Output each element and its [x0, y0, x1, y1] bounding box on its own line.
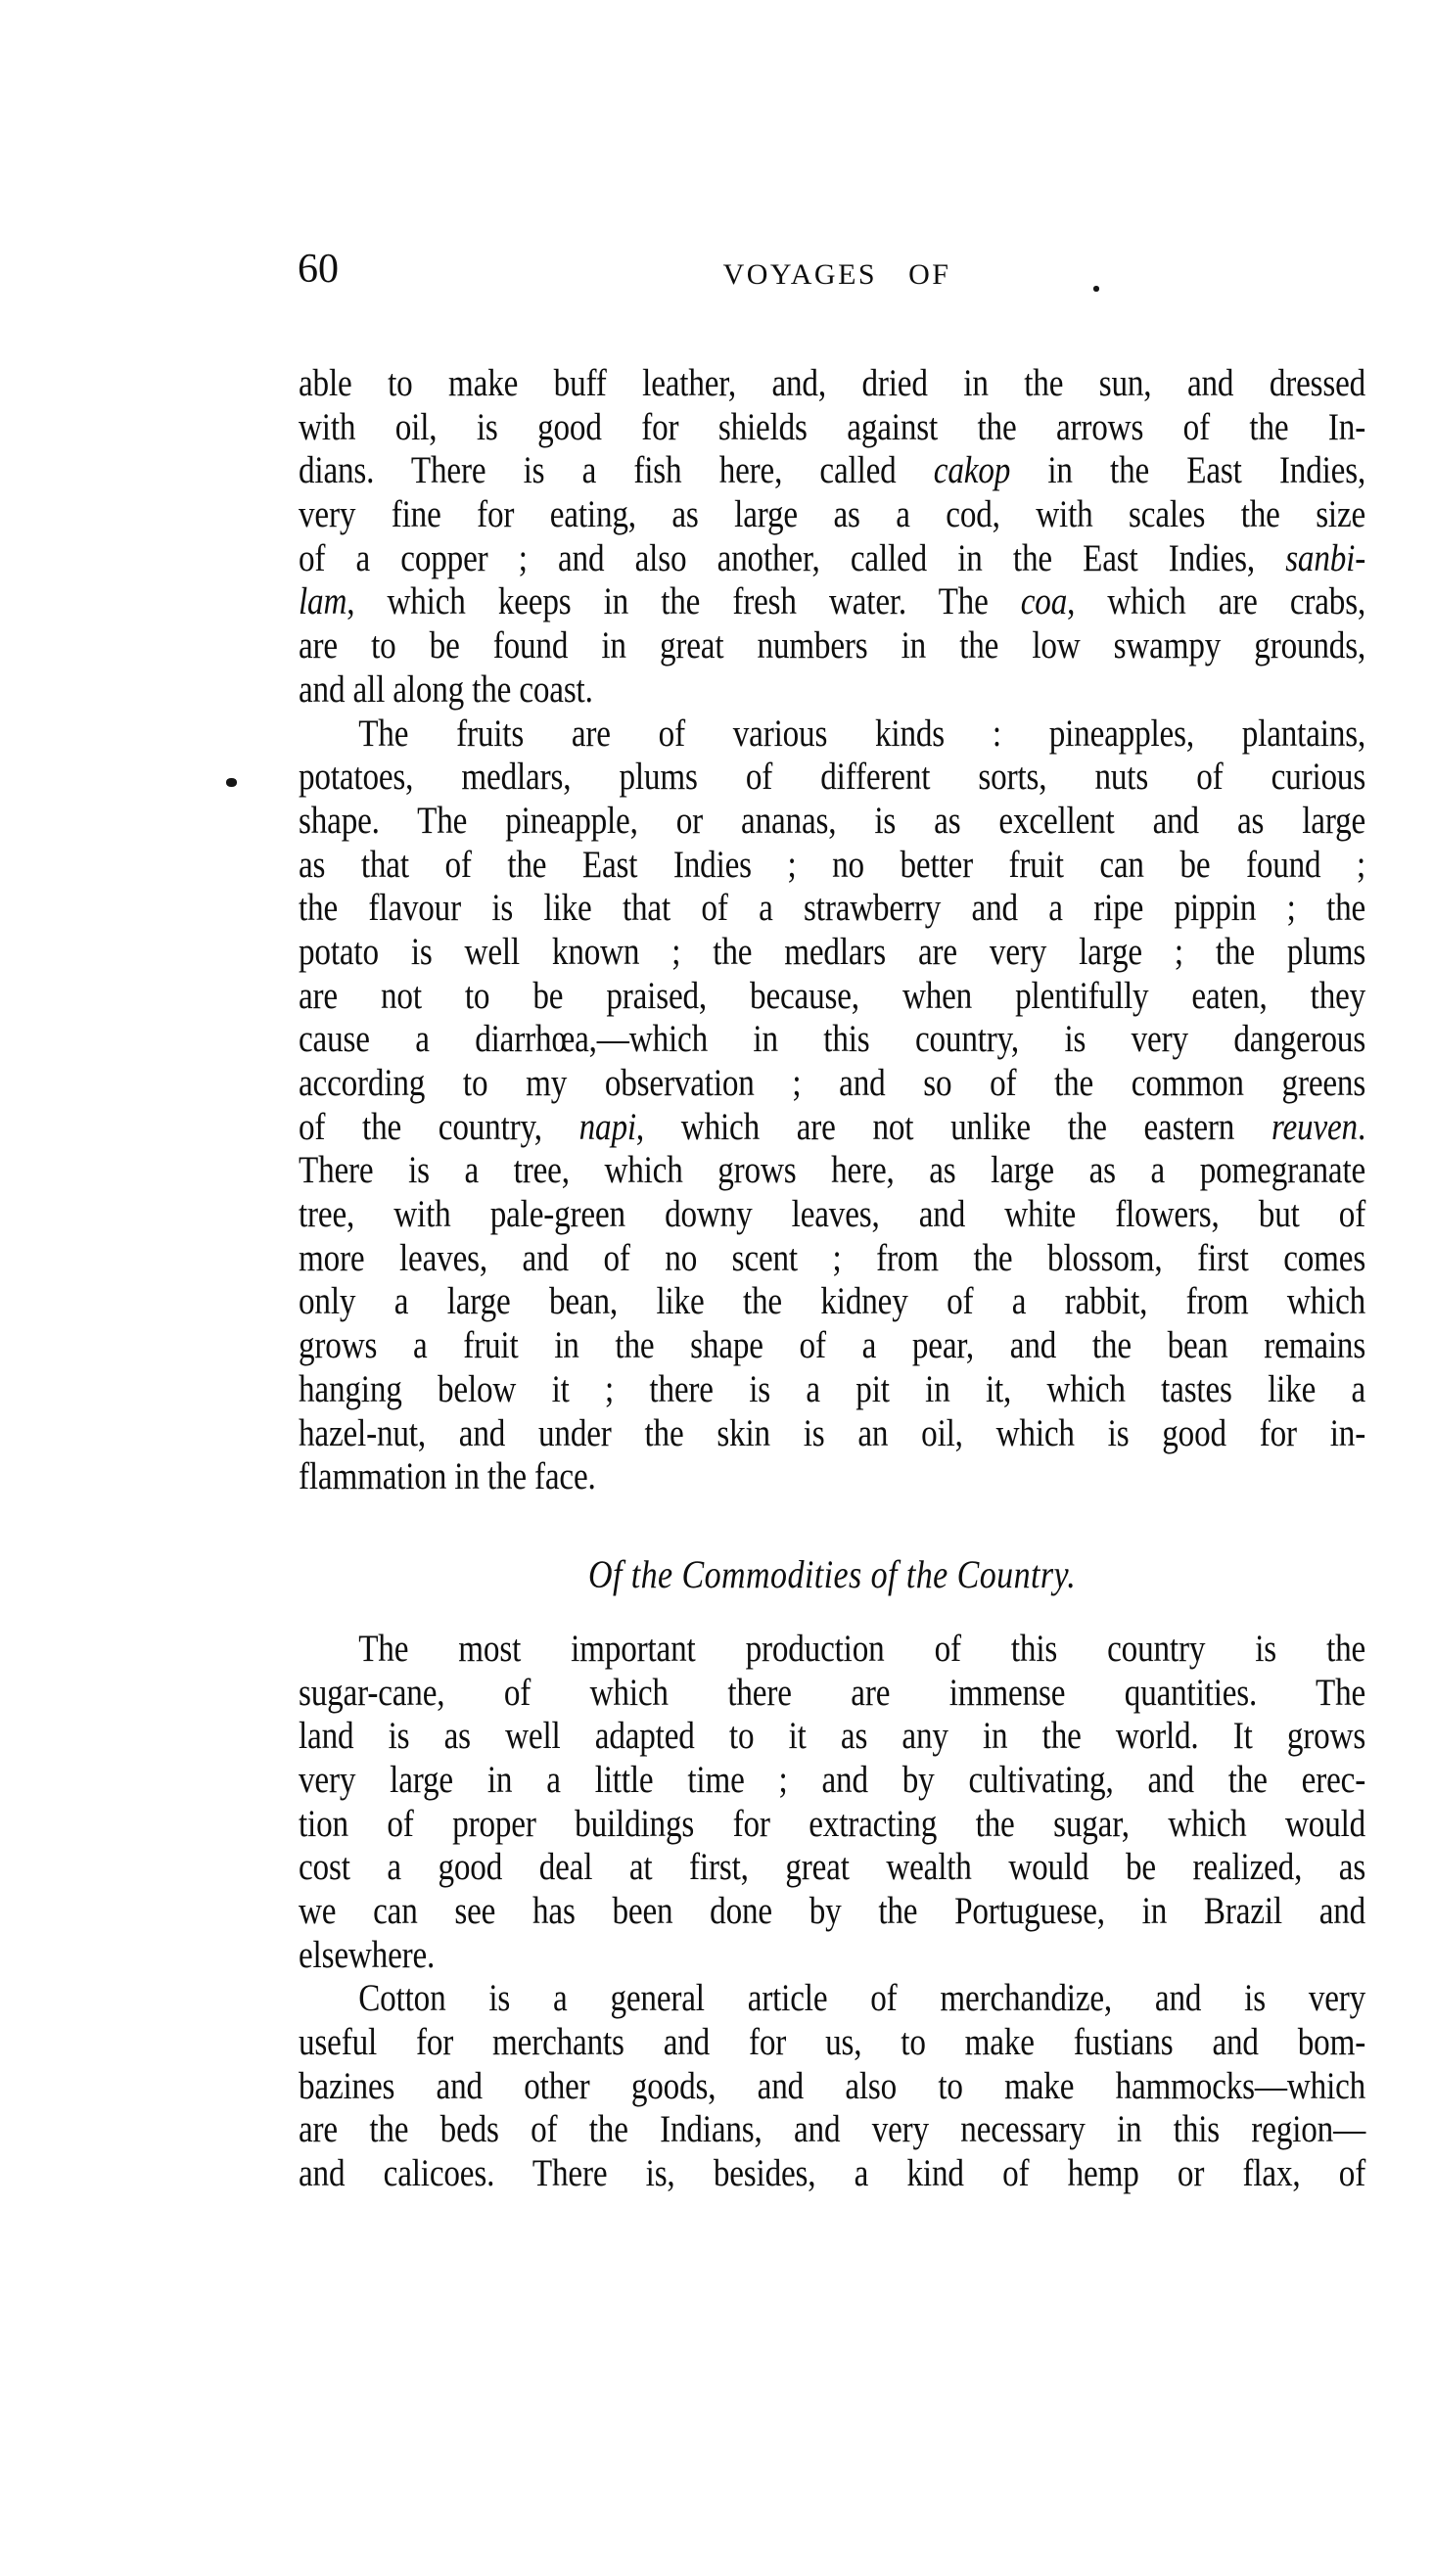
text-line — [299, 1280, 1365, 1324]
text-line — [299, 1193, 1365, 1237]
text-line — [299, 1237, 1365, 1281]
text-line — [299, 756, 1365, 800]
body-text: we can see has been done by the Portuguese, in Brazil and — [299, 1890, 1366, 1932]
body-text: of the country, — [299, 1105, 579, 1148]
text-line — [299, 1890, 1365, 1934]
body-text: elsewhere. — [299, 1933, 436, 1976]
text-line — [299, 493, 1365, 537]
body-text: cause a diarrhœa,—which in this country, is very dangerous — [299, 1018, 1366, 1061]
italic-text: reuven — [1271, 1105, 1358, 1148]
body-text: hazel-nut, and under the skin is an oil, which is good for in- — [299, 1411, 1366, 1454]
body-text: cost a good deal at first, great wealth would be realized, as — [299, 1846, 1366, 1889]
body-text: Cotton is a general article of merchandize, and is very — [358, 1977, 1366, 2020]
body-text: tree, with pale-green downy leaves, and white flowers, but of — [299, 1193, 1366, 1236]
text-line — [299, 1455, 1365, 1499]
text-line — [299, 844, 1365, 888]
body-text: bazines and other goods, and also to make hammocks—which — [299, 2064, 1366, 2107]
body-text: are to be found in great numbers in the low swampy grounds, — [299, 624, 1366, 667]
text-line — [299, 931, 1365, 975]
body-text: dians. There is a fish here, called — [299, 449, 934, 492]
body-text: according to my observation ; and so of the common greens — [299, 1062, 1366, 1104]
body-text: as that of the East Indies ; no better fruit can be found ; — [299, 843, 1366, 886]
text-line — [299, 1106, 1365, 1150]
body-text: with oil, is good for shields against the arrows of the In- — [299, 405, 1366, 448]
italic-text: cakop — [933, 449, 1011, 492]
body-text: , which are not unlike the eastern — [635, 1105, 1271, 1148]
text-line — [299, 1018, 1365, 1062]
body-text: useful for merchants and for us, to make fustians and bom- — [299, 2021, 1366, 2064]
text-line — [299, 449, 1365, 493]
body-text: are not to be praised, because, when plentifully eaten, they — [299, 974, 1366, 1017]
italic-text: lam — [299, 580, 347, 623]
italic-text: sanbi- — [1285, 536, 1366, 579]
body-text: very fine for eating, as large as a cod, with scales the size — [299, 493, 1366, 536]
text-line — [299, 1324, 1365, 1368]
text-line — [299, 1803, 1365, 1847]
body-text: land is as well adapted to it as any in the world. It grows — [299, 1715, 1366, 1758]
ink-dot-artifact — [226, 778, 237, 787]
body-text: There is a tree, which grows here, as large as a pomegranate — [299, 1149, 1366, 1192]
body-text: tion of proper buildings for extracting the sugar, which would — [299, 1802, 1366, 1845]
body-text: more leaves, and of no scent ; from the blossom, first comes — [299, 1236, 1366, 1279]
text-line — [299, 1149, 1365, 1193]
body-text: The most important production of this country is the — [358, 1627, 1366, 1670]
text-line — [299, 406, 1365, 450]
text-line — [299, 1062, 1365, 1106]
text-line — [299, 2108, 1365, 2152]
running-header: VOYAGES OF — [722, 258, 951, 291]
body-text: and all along the coast. — [299, 667, 593, 711]
body-text: the flavour is like that of a strawberry and a ripe pippin ; the — [299, 887, 1366, 930]
text-line — [299, 713, 1365, 757]
body-text: of a copper ; and also another, called in the East Indies, — [299, 536, 1286, 579]
text-line — [299, 1715, 1365, 1759]
text-line — [299, 362, 1365, 406]
body-text: and calicoes. There is, besides, a kind of hemp or flax, of — [299, 2152, 1366, 2195]
text-line — [299, 1977, 1365, 2021]
text-line — [299, 1759, 1365, 1803]
text-line — [299, 800, 1365, 844]
italic-text: coa — [1020, 580, 1068, 623]
body-text: grows a fruit in the shape of a pear, and the bean remains — [299, 1324, 1366, 1367]
text-line — [299, 1368, 1365, 1412]
page-number: 60 — [298, 247, 339, 292]
section-heading: Of the Commodities of the Country. — [587, 1551, 1077, 1596]
body-text: potatoes, medlars, plums of different sorts, nuts of curious — [299, 756, 1366, 799]
text-line — [299, 668, 1365, 713]
body-text: . — [1357, 1105, 1366, 1148]
body-text: shape. The pineapple, or ananas, is as excellent and as large — [299, 799, 1366, 842]
body-text: able to make buff leather, and, dried in the sun, and dressed — [299, 362, 1366, 404]
body-text: in the East Indies, — [1010, 449, 1366, 492]
body-text: , which keeps in the fresh water. The — [347, 580, 1021, 623]
text-line — [299, 2021, 1365, 2065]
body-text: The fruits are of various kinds : pineapples, plantains, — [358, 712, 1366, 755]
text-line — [299, 975, 1365, 1019]
body-text: very large in a little time ; and by cultivating, and the erec- — [299, 1758, 1366, 1801]
body-text: flammation in the face. — [299, 1455, 596, 1498]
body-text: potato is well known ; the medlars are very large ; the plums — [299, 930, 1366, 973]
text-line — [299, 1846, 1365, 1890]
text-line — [299, 1934, 1365, 1978]
text-line — [299, 2152, 1365, 2196]
body-text: only a large bean, like the kidney of a rabbit, from which — [299, 1280, 1366, 1323]
text-line — [299, 537, 1365, 581]
body-text: , which are crabs, — [1067, 580, 1366, 623]
ink-dot-artifact — [1093, 286, 1099, 292]
page-body — [299, 362, 1365, 2196]
text-line — [299, 1672, 1365, 1716]
text-line — [299, 580, 1365, 624]
text-line — [299, 624, 1365, 668]
text-line — [299, 2065, 1365, 2109]
body-text: are the beds of the Indians, and very necessary in this region— — [299, 2108, 1366, 2151]
text-line — [299, 1412, 1365, 1456]
italic-text: napi — [578, 1105, 636, 1148]
body-text: hanging below it ; there is a pit in it, which tastes like a — [299, 1367, 1366, 1410]
body-text: sugar-cane, of which there are immense quantities. The — [299, 1671, 1366, 1714]
text-line — [299, 887, 1365, 931]
text-line — [299, 1628, 1365, 1672]
